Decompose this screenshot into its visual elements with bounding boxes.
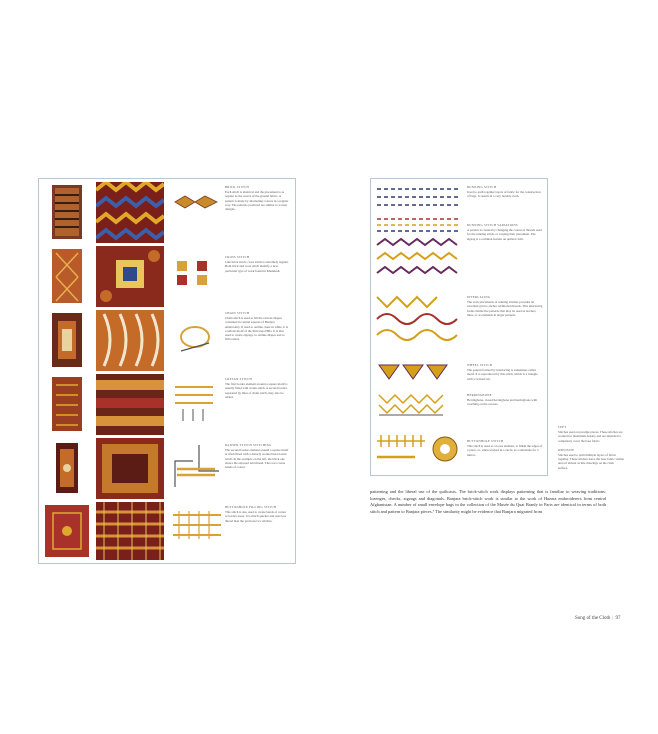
embroidery-swatch [96, 246, 164, 307]
left-stitch-panel [38, 178, 296, 564]
caption-buttonhole-stitch: BUTTONHOLE STITCH This stitch is used as a loose element, to finish the edges of a piece, or, when worked in a circle, as a substitute for a mirror. [467, 439, 543, 457]
textile-thumbnail [50, 311, 84, 369]
running-stitch-variations-diagram [375, 215, 463, 283]
page-number: 97 [615, 616, 621, 621]
body-text: patterning and the liberal use of the quiltcasts. The brick-stitch work displays patterning that is familiar to weaving traditions: lozenges, checks, zigzags and diagonals. Banjara brick-stitch work is similar to the work of Hazara embroiderers from central Afghanistan. A number of small envelope bags in the collection of the Musée du Quai Branly in Paris are identical in terms of both stitch and pattern to Banjara pieces.⁷ The similarity might be evidence that Banjara migrated from [370, 489, 606, 515]
embroidery-swatch [96, 374, 164, 435]
side-note-opposite: OPPOSITE Stitches used to quilt multiple layers of fabric together. These stitches leave the base fabric visible and act almost as line drawings on the cloth surface. [558, 447, 624, 470]
cretan-stitch-diagram [173, 383, 219, 423]
right-stitch-panel [370, 178, 548, 476]
caption-chain-stitch: CHAIN STITCH Chain stitch is used to fill the various shapes contained in central squares of Banjara embroidery. If used to outline, done in white, it is a telltale motif of the Shivaraja Hills. It is also used to create zigzags, to outline shapes and to fill borders. [225, 311, 288, 342]
textile-thumbnail [50, 247, 84, 305]
embroidery-swatch [96, 310, 164, 371]
caption-wheel-stitch: WHEEL STITCH The pattern formed by interlacing is sometimes called motif. It is reproduced by this stitch, which is a triangle with a twisted tail. [467, 363, 538, 381]
embroidery-swatch [96, 502, 164, 560]
page-folio [575, 616, 620, 621]
side-note-left: LEFT Stitches used on prestige pieces. These stitches are worked for maximum density and are intended to completely cover the base fabric. [558, 425, 623, 443]
side-notes [558, 425, 624, 470]
caption-cretan-stitch: CRETAN STITCH The first border element around a square motif is usually filled with cretan stitch. A second border, separated by lines of chain stitch, may also be added. [225, 377, 288, 399]
caption-running-stitch-variations: RUNNING STITCH VARIATIONS A pattern is created by changing the colour of threads used for the running stitch, or varying their placement. The zigzag is a common feature on quilted cloth. [467, 223, 542, 241]
caption-buttonhole-filling-stitch: BUTTONHOLE FILLING STITCH This stitch is also used to create bands of colour or border areas. It is much quicker and uses less thread than the previous two stitches. [225, 505, 287, 523]
running-title: Song of the Cloth [575, 616, 611, 621]
textile-thumbnail [50, 183, 84, 241]
caption-brick-stitch: BRICK STITCH Each stitch is identical and the placement is as regular as the weave of the ground fabric. A pattern is made by alternating colours in a regular way. The patterns produced are similar to woven designs. [225, 185, 289, 212]
caption-herringbone: HERRINGBONE Herringbone, closed herringbone and herringbone with couching on the crosses. [467, 393, 538, 407]
embroidery-swatch [96, 182, 164, 243]
ranser-stitch-diagram [171, 441, 221, 489]
textile-thumbnail [50, 439, 84, 497]
wheel-stitch-diagram [375, 361, 463, 383]
running-stitch-diagram [375, 185, 463, 211]
folio-divider: | [612, 616, 614, 621]
herringbone-diagram [375, 391, 463, 421]
textile-thumbnail [50, 375, 84, 433]
buttonhole-stitch-diagram [375, 431, 463, 465]
brick-stitch-diagram [173, 193, 219, 211]
caption-ranser-stitch: RANSER STITCH STITCHING The second border element around a square motif is often filled with a densely worked tiered satin stitch. In the example on the left, the black one shows the exposed laid thread. The rows create bands of colour. [225, 443, 289, 470]
caption-interlacing: INTERLACING The even placements of running stitches provides an excellent grid to anchor additional threads. This interlacing forms distinctive patterns that may be used as borders, lines, or as elements in larger patterns. [467, 295, 543, 317]
embroidery-swatch [96, 438, 164, 499]
interlacing-diagram [375, 293, 463, 343]
chain-stitch-diagram [175, 323, 217, 357]
caption-running-stitch: RUNNING STITCH Used to quilt together layers of fabric for the construction of bags. It results in a very durable cloth. [467, 185, 541, 199]
cross-stitch-diagram [175, 259, 217, 289]
caption-cross-stitch: CROSS STITCH Like brick stitch, cross stitch is extremely regular. Both brick and cross stitch identify a new particular type of work found in Khandesh. [225, 255, 289, 273]
buttonhole-filling-diagram [171, 509, 223, 543]
textile-thumbnail [43, 503, 91, 559]
